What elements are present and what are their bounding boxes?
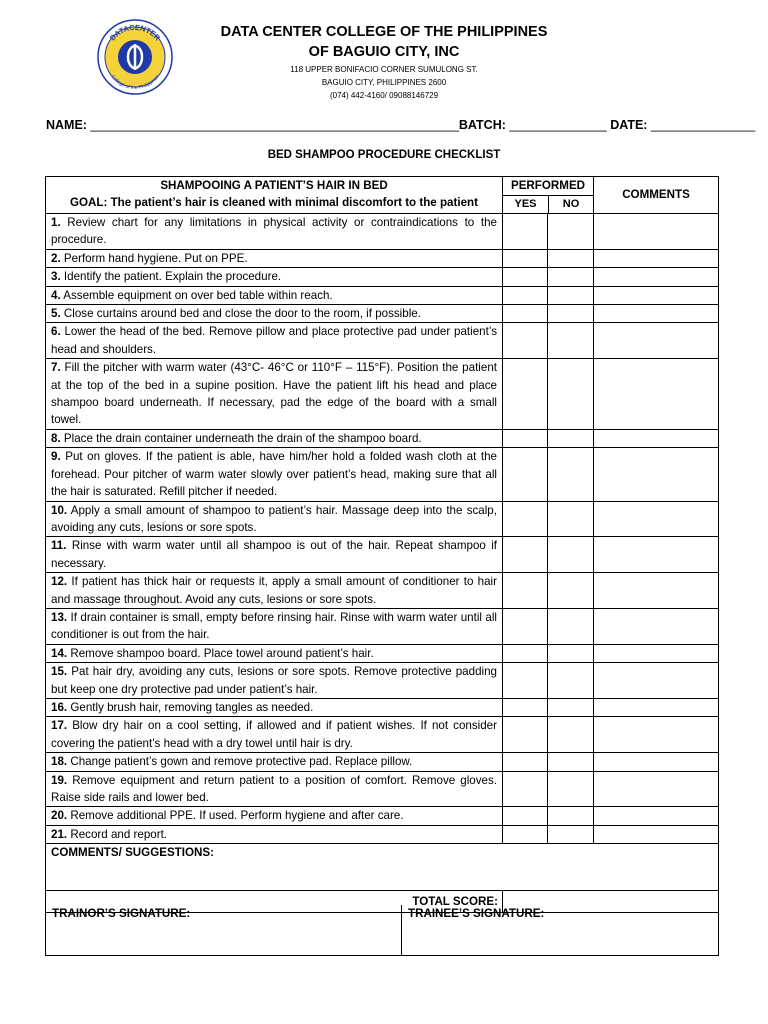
yes-cell[interactable] <box>503 268 548 286</box>
comment-cell[interactable] <box>594 825 719 843</box>
no-cell[interactable] <box>548 359 594 430</box>
step-number: 18. <box>51 755 68 769</box>
step-number: 19. <box>51 773 68 787</box>
checklist-title: BED SHAMPOO PROCEDURE CHECKLIST <box>267 149 501 161</box>
step-number: 12. <box>51 575 68 589</box>
step-text: Close curtains around bed and close the door to the room, if possible. <box>63 307 421 321</box>
step-text-cell <box>46 608 503 644</box>
comment-cell[interactable] <box>594 214 719 250</box>
checklist-row <box>46 448 719 501</box>
step-text-cell <box>46 501 503 537</box>
step-text: Blow dry hair on a cool setting, if allowed and if patient wishes. If not consider covering the patient’s head with a dry towel until hair is dry. <box>51 719 497 750</box>
step-number: 15. <box>51 665 68 679</box>
step-text-cell <box>46 663 503 699</box>
date-label: DATE: <box>610 118 648 132</box>
school-name-line2: OF BAGUIO CITY, INC <box>308 44 460 60</box>
checklist-row <box>46 771 719 807</box>
trainor-signature-cell[interactable] <box>46 905 402 956</box>
procedure-goal: GOAL: The patient’s hair is cleaned with minimal discomfort to the patient <box>70 196 478 209</box>
no-cell[interactable] <box>548 501 594 537</box>
yes-cell[interactable] <box>503 214 548 250</box>
no-cell[interactable] <box>548 537 594 573</box>
step-number: 3. <box>51 270 61 284</box>
step-number: 4. <box>51 288 61 302</box>
yes-label: YES <box>503 196 549 213</box>
yes-cell[interactable] <box>503 698 548 716</box>
comment-cell[interactable] <box>594 717 719 753</box>
comment-cell[interactable] <box>594 501 719 537</box>
step-text-cell <box>46 537 503 573</box>
step-number: 10. <box>51 503 68 517</box>
step-text: Perform hand hygiene. Put on PPE. <box>63 251 248 265</box>
comment-cell[interactable] <box>594 286 719 304</box>
yes-cell[interactable] <box>503 286 548 304</box>
school-header <box>180 22 588 101</box>
checklist-table <box>45 176 719 913</box>
checklist-row <box>46 825 719 843</box>
no-cell[interactable] <box>548 825 594 843</box>
comment-cell[interactable] <box>594 448 719 501</box>
no-cell[interactable] <box>548 429 594 447</box>
yes-cell[interactable] <box>503 323 548 359</box>
no-cell[interactable] <box>548 608 594 644</box>
step-text: Change patient’s gown and remove protective pad. Replace pillow. <box>70 755 413 769</box>
checklist-row <box>46 286 719 304</box>
step-number: 7. <box>51 361 61 375</box>
step-text-cell <box>46 249 503 267</box>
comment-cell[interactable] <box>594 771 719 807</box>
comment-cell[interactable] <box>594 249 719 267</box>
school-phone: (074) 442-4160/ 09088146729 <box>329 91 439 100</box>
step-text-cell <box>46 717 503 753</box>
student-info-line <box>46 118 756 132</box>
comment-cell[interactable] <box>594 698 719 716</box>
checklist-row <box>46 305 719 323</box>
name-field[interactable]: _____________________________________________________ <box>90 118 459 132</box>
step-text-cell <box>46 807 503 825</box>
step-text-cell <box>46 753 503 771</box>
step-text-cell <box>46 448 503 501</box>
step-text: If drain container is small, empty before rinsing hair. Rinse with warm water until all conditioner is out from the hair. <box>51 610 497 642</box>
step-text: Lower the head of the bed. Remove pillow and place protective pad under patient’s head and shoulders. <box>51 325 497 356</box>
step-text: Place the drain container underneath the drain of the shampoo board. <box>63 431 422 445</box>
comments-suggestions-cell[interactable] <box>46 844 719 891</box>
checklist-row <box>46 323 719 359</box>
yes-cell[interactable] <box>503 608 548 644</box>
svg-text:DATACENTER: DATACENTER <box>107 22 163 43</box>
step-text: Record and report. <box>70 827 168 841</box>
trainee-signature-cell[interactable] <box>402 905 719 956</box>
no-cell[interactable] <box>548 644 594 662</box>
comment-cell[interactable] <box>594 323 719 359</box>
yes-cell[interactable] <box>503 501 548 537</box>
yes-cell[interactable] <box>503 573 548 609</box>
total-score-label: TOTAL SCORE: <box>46 891 503 913</box>
step-text: Review chart for any limitations in physical activity or contraindications to the procedure. <box>51 216 497 247</box>
no-cell[interactable] <box>548 249 594 267</box>
school-address1: 118 UPPER BONIFACIO CORNER SUMULONG ST. <box>290 65 478 74</box>
no-cell[interactable] <box>548 753 594 771</box>
step-text-cell <box>46 323 503 359</box>
steps-body <box>46 214 719 844</box>
yes-cell[interactable] <box>503 825 548 843</box>
yes-cell[interactable] <box>503 305 548 323</box>
checklist-row <box>46 753 719 771</box>
step-number: 8. <box>51 431 61 445</box>
batch-field[interactable]: ______________ <box>509 118 607 132</box>
comment-cell[interactable] <box>594 429 719 447</box>
no-label: NO <box>562 198 580 210</box>
yes-cell[interactable] <box>503 807 548 825</box>
performed-label: PERFORMED <box>503 177 593 196</box>
no-cell[interactable] <box>548 698 594 716</box>
yes-cell[interactable] <box>503 537 548 573</box>
step-text-cell <box>46 268 503 286</box>
no-cell[interactable] <box>548 771 594 807</box>
no-cell[interactable] <box>548 448 594 501</box>
trainor-signature-label: TRAINOR’S SIGNATURE: <box>52 907 191 920</box>
step-text-cell <box>46 644 503 662</box>
step-number: 21. <box>51 827 68 841</box>
comment-cell[interactable] <box>594 663 719 699</box>
checklist-row <box>46 359 719 430</box>
yes-cell[interactable] <box>503 771 548 807</box>
step-text-cell <box>46 771 503 807</box>
step-text: Identify the patient. Explain the procedure. <box>63 270 282 284</box>
step-number: 16. <box>51 700 68 714</box>
checklist-row <box>46 644 719 662</box>
name-label: NAME: <box>46 118 87 132</box>
comment-cell[interactable] <box>594 537 719 573</box>
step-text-cell <box>46 214 503 250</box>
checklist-row <box>46 807 719 825</box>
trainee-signature-label: TRAINEE’S SIGNATURE: <box>408 907 545 920</box>
no-cell[interactable] <box>548 268 594 286</box>
comment-cell[interactable] <box>594 305 719 323</box>
comment-cell[interactable] <box>594 807 719 825</box>
yes-cell[interactable] <box>503 249 548 267</box>
step-number: 9. <box>51 450 61 464</box>
step-text: Pat hair dry, avoiding any cuts, lesions or sore spots. Remove protective padding but keep one dry protective pad under patient’s hair. <box>51 665 497 696</box>
step-number: 5. <box>51 307 61 321</box>
step-number: 14. <box>51 646 68 660</box>
step-text-cell <box>46 305 503 323</box>
checklist-row <box>46 249 719 267</box>
procedure-title: SHAMPOOING A PATIENT’S HAIR IN BED <box>160 179 388 192</box>
no-cell[interactable] <box>548 717 594 753</box>
date-field[interactable]: _______________ <box>650 118 756 132</box>
checklist-row <box>46 214 719 250</box>
step-text-cell <box>46 825 503 843</box>
step-text-cell <box>46 698 503 716</box>
checklist-row <box>46 573 719 609</box>
comment-cell[interactable] <box>594 753 719 771</box>
yes-cell[interactable] <box>503 359 548 430</box>
step-text: Assemble equipment on over bed table within reach. <box>63 288 333 302</box>
checklist-row <box>46 501 719 537</box>
step-text: Remove additional PPE. If used. Perform hygiene and after care. <box>70 809 404 823</box>
step-text: Put on gloves. If the patient is able, have him/her hold a folded wash cloth at the forehead. Pour pitcher of warm water slowly over patient’s head, making sure that all the hair is saturated. Refill pitcher if needed. <box>51 450 497 499</box>
no-cell[interactable] <box>548 573 594 609</box>
checklist-row <box>46 608 719 644</box>
yes-cell[interactable] <box>503 663 548 699</box>
yes-cell[interactable] <box>503 429 548 447</box>
no-cell[interactable] <box>548 214 594 250</box>
yes-cell[interactable] <box>503 717 548 753</box>
step-text-cell <box>46 573 503 609</box>
performed-header <box>503 177 594 214</box>
step-text: Fill the pitcher with warm water (43°C- 46°C or 110°F – 115°F). Position the patient at the top of the bed in a supine position. Have the patient lift his head and place shampoo board underneath. If necessary, pad the edge of the board with a small towel. <box>51 361 497 427</box>
step-number: 20. <box>51 809 68 823</box>
batch-label: BATCH: <box>458 118 506 132</box>
step-text-cell <box>46 429 503 447</box>
comment-cell[interactable] <box>594 644 719 662</box>
comments-header: COMMENTS <box>594 177 719 214</box>
yes-cell[interactable] <box>503 644 548 662</box>
step-text-cell <box>46 359 503 430</box>
no-cell[interactable] <box>548 286 594 304</box>
step-number: 2. <box>51 251 61 265</box>
school-address2: BAGUIO CITY, PHILIPPINES 2600 <box>321 78 447 87</box>
checklist-row <box>46 429 719 447</box>
step-text: If patient has thick hair or requests it, apply a small amount of conditioner to hair and massage throughout. Avoid any cuts, lesions or sore spots. <box>51 575 497 606</box>
step-number: 13. <box>51 610 68 624</box>
checklist-row <box>46 717 719 753</box>
comment-cell[interactable] <box>594 573 719 609</box>
checklist-row <box>46 268 719 286</box>
comment-cell[interactable] <box>594 268 719 286</box>
step-text-cell <box>46 286 503 304</box>
step-number: 6. <box>51 325 61 339</box>
step-text: Rinse with warm water until all shampoo is out of the hair. Repeat shampoo if necessary. <box>51 539 498 570</box>
comment-cell[interactable] <box>594 359 719 430</box>
yes-cell[interactable] <box>503 448 548 501</box>
step-text: Apply a small amount of shampoo to patient’s hair. Massage deep into the scalp, avoiding any cuts, lesions or sore spots. <box>51 503 497 534</box>
comment-cell[interactable] <box>594 608 719 644</box>
comments-suggestions-label: COMMENTS/ SUGGESTIONS: <box>51 846 214 860</box>
checklist-row <box>46 663 719 699</box>
no-cell[interactable] <box>548 305 594 323</box>
procedure-heading <box>46 177 503 214</box>
step-text: Gently brush hair, removing tangles as needed. <box>70 700 314 714</box>
checklist-row <box>46 698 719 716</box>
checklist-row <box>46 537 719 573</box>
school-logo <box>96 18 174 96</box>
no-cell[interactable] <box>548 323 594 359</box>
step-text: Remove shampoo board. Place towel around patient’s hair. <box>70 646 374 660</box>
step-number: 1. <box>51 216 61 229</box>
no-cell[interactable] <box>548 807 594 825</box>
step-text: Remove equipment and return patient to a position of comfort. Remove gloves. Raise side rails and lower bed. <box>51 773 497 804</box>
svg-text:College of the Philippines: College of the Philippines <box>109 73 161 92</box>
school-name-line1: DATA CENTER COLLEGE OF THE PHILIPPINES <box>220 24 548 40</box>
signature-table <box>45 905 719 956</box>
step-number: 11. <box>51 539 67 553</box>
step-number: 17. <box>51 719 68 733</box>
no-cell[interactable] <box>548 663 594 699</box>
yes-cell[interactable] <box>503 753 548 771</box>
